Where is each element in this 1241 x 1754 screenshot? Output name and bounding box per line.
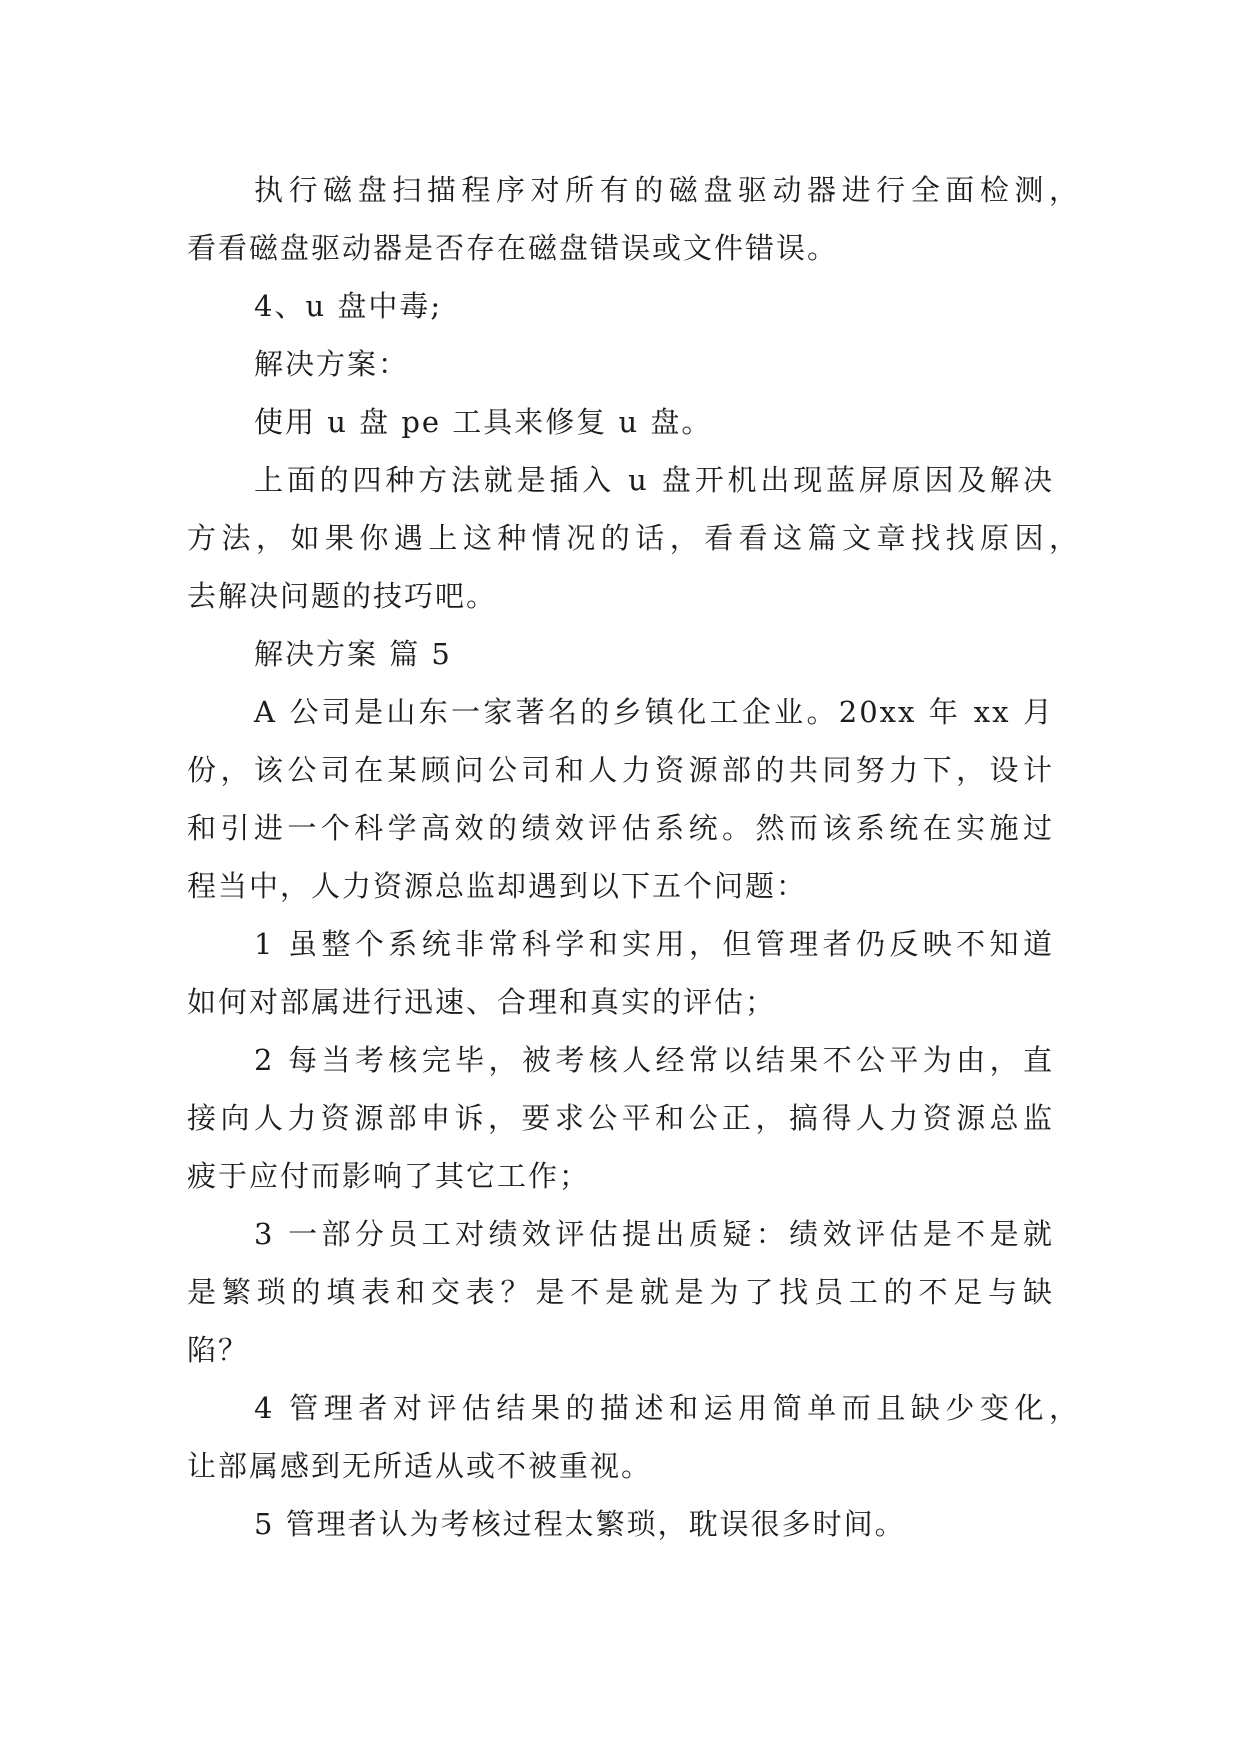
paragraph-line: 上面的四种方法就是插入 u 盘开机出现蓝屏原因及解决 <box>254 463 1054 497</box>
paragraph <box>187 683 1054 915</box>
paragraph <box>187 277 1054 335</box>
paragraph <box>187 1031 1054 1205</box>
paragraph-line: 看看磁盘驱动器是否存在磁盘错误或文件错误。 <box>187 231 839 265</box>
paragraph-line: 执行磁盘扫描程序对所有的磁盘驱动器进行全面检测， <box>254 173 1080 207</box>
paragraph-line: 方法，如果你遇上这种情况的话，看看这篇文章找找原因， <box>187 521 1080 555</box>
paragraph-line: 去解决问题的技巧吧。 <box>187 579 498 613</box>
paragraph-line: 2 每当考核完毕，被考核人经常以结果不公平为由，直 <box>254 1043 1054 1077</box>
paragraph <box>187 1205 1054 1379</box>
paragraph-line: 和引进一个科学高效的绩效评估系统。然而该系统在实施过 <box>187 811 1054 845</box>
paragraph-line: 让部属感到无所适从或不被重视。 <box>187 1449 653 1483</box>
document-body <box>187 161 1080 1553</box>
paragraph-line: 5 管理者认为考核过程太繁琐，耽误很多时间。 <box>254 1507 906 1541</box>
paragraph <box>187 915 1054 1031</box>
section-heading: 解决方案 篇 5 <box>254 637 452 671</box>
paragraph <box>187 161 1080 277</box>
paragraph-line: 4 管理者对评估结果的描述和运用简单而且缺少变化， <box>254 1391 1080 1425</box>
paragraph-line: 份，该公司在某顾问公司和人力资源部的共同努力下，设计 <box>187 753 1054 787</box>
paragraph-line: 是繁琐的填表和交表？是不是就是为了找员工的不足与缺 <box>187 1275 1054 1309</box>
paragraph-line: A 公司是山东一家著名的乡镇化工企业。20xx 年 xx 月 <box>254 695 1054 729</box>
paragraph-line: 如何对部属进行迅速、合理和真实的评估； <box>187 985 777 1019</box>
paragraph <box>187 335 1054 393</box>
paragraph-line: 疲于应付而影响了其它工作； <box>187 1159 591 1193</box>
paragraph-line: 程当中，人力资源总监却遇到以下五个问题： <box>187 869 808 903</box>
paragraph <box>187 451 1080 625</box>
paragraph <box>187 1495 1054 1553</box>
paragraph-line: 接向人力资源部申诉，要求公平和公正，搞得人力资源总监 <box>187 1101 1054 1135</box>
solution-label: 解决方案： <box>254 347 410 381</box>
paragraph <box>187 625 1054 683</box>
paragraph-line: 使用 u 盘 pe 工具来修复 u 盘。 <box>254 405 713 439</box>
paragraph <box>187 393 1054 451</box>
paragraph-line: 陷？ <box>187 1333 250 1367</box>
paragraph <box>187 1379 1080 1495</box>
paragraph-line: 3 一部分员工对绩效评估提出质疑：绩效评估是不是就 <box>254 1217 1054 1251</box>
paragraph-line: 1 虽整个系统非常科学和实用，但管理者仍反映不知道 <box>254 927 1054 961</box>
list-item-heading: 4、u 盘中毒; <box>254 289 443 323</box>
